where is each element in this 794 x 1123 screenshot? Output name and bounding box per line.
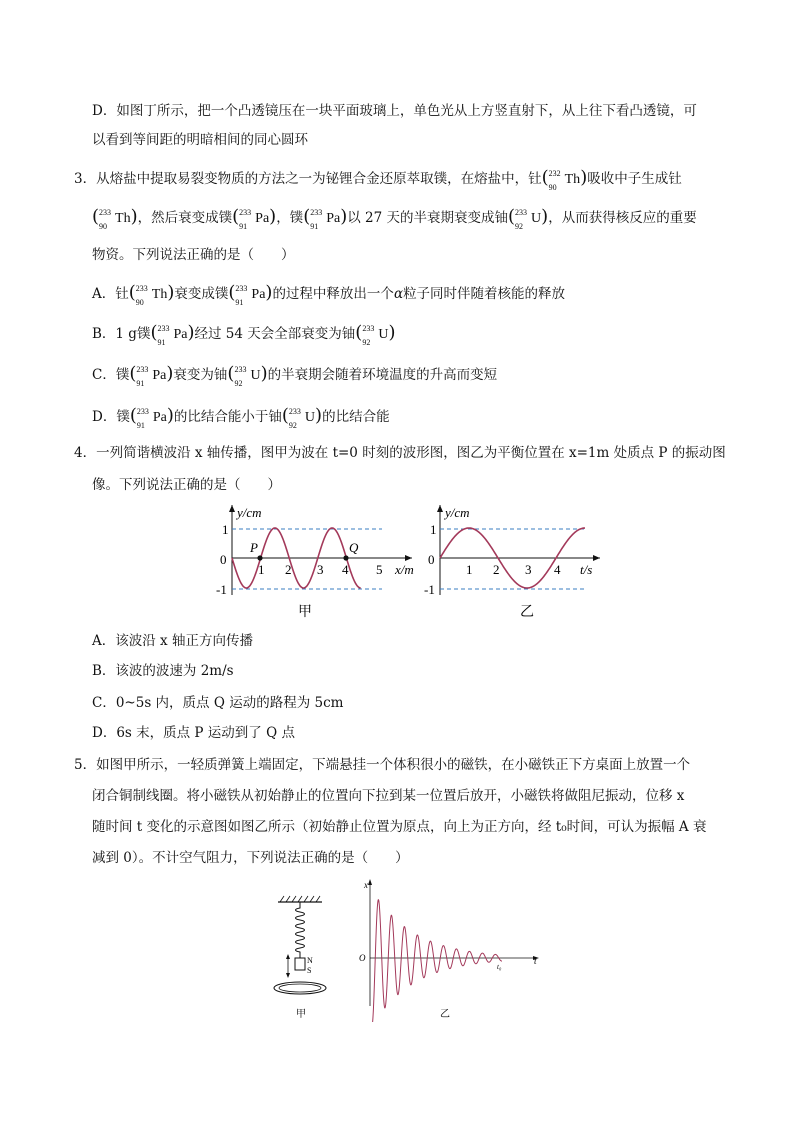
magnet	[295, 958, 305, 970]
q3-option-b: B．1 g镤( 233 91 Pa)经过 54 天会全部衰变为铀( 233 92 U)	[92, 322, 396, 347]
yi-ytick: 0	[428, 552, 435, 567]
isotope-pa233: 233 91 Pa	[310, 208, 341, 231]
jia-xlabel: x/m	[395, 562, 414, 577]
point-q	[343, 555, 348, 560]
q3-stem-line3: 物资。下列说法正确的是（ ）	[92, 247, 295, 263]
q3-option-a: A．钍( 233 90 Th)衰变成镤( 233 91 Pa)的过程中释放出一个α粒子同时伴随着核能的释放	[92, 282, 566, 307]
magnet-north-label: N	[307, 956, 313, 965]
vibration-graph-yi	[424, 505, 600, 620]
jia-xtick: 2	[285, 562, 292, 577]
label-p: P	[250, 540, 258, 555]
yi-xtick: 4	[554, 562, 561, 577]
q4-stem-line2: 像。下列说法正确的是（ ）	[92, 477, 281, 493]
yi-xtick: 3	[525, 562, 532, 577]
isotope-th233: 233 90 Th	[99, 208, 131, 231]
q3-option-c: C．镤( 233 91 Pa)衰变为铀( 233 92 U)的半衰期会随着环境温度的升高而变短	[92, 363, 498, 388]
q5-yi-caption: 乙	[440, 1009, 450, 1020]
q5-yi-origin-label: O	[359, 953, 366, 963]
jia-xtick: 4	[342, 562, 349, 577]
yi-xlabel: t/s	[580, 562, 593, 577]
q2-option-d-line1: D．如图丁所示，把一个凸透镜压在一块平面玻璃上，单色光从上方竖直射下，从上往下看凸透镜，可	[92, 103, 697, 119]
q4-option-c: C．0~5s 内，质点 Q 运动的路程为 5cm	[92, 695, 344, 711]
q5-yi-t0-label: t₀	[497, 963, 502, 971]
q4-option-d: D．6s 末，质点 P 运动到了 Q 点	[92, 725, 295, 741]
yi-ylabel: y/cm	[445, 505, 470, 520]
q4-stem-line1: 4．一列简谐横波沿 x 轴传播，图甲为波在 t=0 时刻的波形图，图乙为平衡位置在 x=1m 处质点 P 的振动图	[74, 445, 726, 461]
q5-yi-t-label: t	[534, 956, 537, 966]
q5-stem-line2: 闭合铜制线圈。将小磁铁从初始静止的位置向下拉到某一位置后放开，小磁铁将做阻尼振动，位移 x	[92, 788, 685, 804]
jia-xtick: 1	[258, 562, 265, 577]
wave-graph-jia	[216, 505, 414, 620]
yi-xtick: 1	[466, 562, 473, 577]
q5-stem-line3: 随时间 t 变化的示意图如图乙所示（初始静止位置为原点，向上为正方向，经 t₀时间，可认为振幅 A 衰	[92, 819, 707, 835]
q3-option-d: D．镤( 233 91 Pa)的比结合能小于铀( 233 92 U)的比结合能	[92, 405, 390, 430]
q2-option-d-line2: 以看到等间距的明暗相间的同心圆环	[92, 132, 308, 148]
q5-figures	[272, 876, 562, 1022]
yi-ytick: -1	[424, 582, 435, 597]
yi-xtick: 2	[493, 562, 500, 577]
isotope-pa233: 233 91 Pa	[239, 208, 270, 231]
q5-jia-caption: 甲	[296, 1009, 306, 1020]
jia-ytick: 0	[220, 552, 227, 567]
label-q: Q	[349, 540, 359, 555]
q4-option-a: A．该波沿 x 轴正方向传播	[92, 633, 253, 649]
spring-magnet-apparatus	[274, 896, 326, 1020]
q5-stem-line1: 5．如图甲所示，一轻质弹簧上端固定，下端悬挂一个体积很小的磁铁，在小磁铁正下方桌面上放置一个	[74, 757, 691, 773]
q3-stem-line2: ( 233 90 Th)，然后衰变成镤( 233 91 Pa)，镤( 233 91 Pa)以 27 天的半衰期衰变成铀( 233 92 U)，从而获得核反应的重要	[92, 206, 697, 231]
isotope-u233: 233 92 U	[515, 208, 542, 231]
damped-curve	[372, 900, 502, 1022]
jia-ylabel: y/cm	[237, 505, 262, 520]
yi-ytick: 1	[430, 522, 437, 537]
jia-ytick: 1	[222, 522, 229, 537]
q5-stem-line4: 减到 0）。不计空气阻力，下列说法正确的是（ ）	[92, 850, 409, 866]
q5-yi-x-label: x	[364, 880, 368, 890]
isotope-th232: 232 90 Th	[548, 169, 581, 192]
jia-xtick: 3	[317, 562, 324, 577]
jia-caption: 甲	[298, 605, 312, 620]
damped-oscillation-graph	[359, 879, 539, 1022]
yi-caption: 乙	[520, 605, 534, 620]
jia-ytick: -1	[216, 582, 227, 597]
magnet-south-label: S	[307, 966, 312, 975]
point-p	[257, 555, 262, 560]
q4-figures	[212, 500, 602, 624]
q3-stem-line1: 3．从熔盐中提取易裂变物质的方法之一为铋锂合金还原萃取镤，在熔盐中，钍( 232 90 Th)吸收中子生成钍	[74, 167, 682, 192]
spring-coil	[296, 902, 305, 958]
q4-option-b: B．该波的波速为 2m/s	[92, 663, 234, 679]
jia-xtick: 5	[376, 562, 383, 577]
